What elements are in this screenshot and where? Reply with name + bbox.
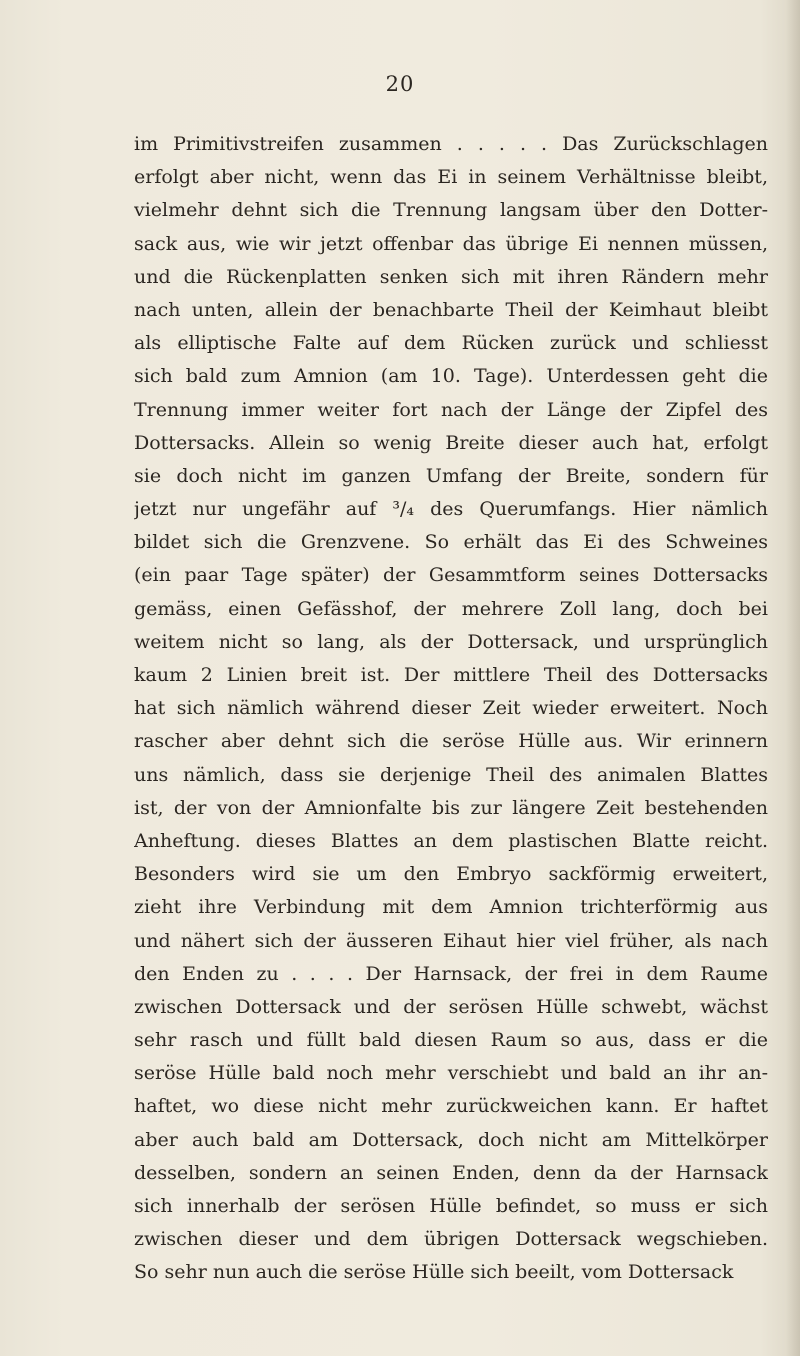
text-line: ist, der von der Amnionfalte bis zur längere Zeit bestehenden (134, 796, 768, 819)
text-line: So sehr nun auch die seröse Hülle sich beeilt, vom Dottersack (134, 1261, 734, 1284)
text-line: im Primitivstreifen zusammen . . . . . Das Zurückschlagen (134, 133, 768, 155)
text-line: weitem nicht so lang, als der Dottersack, und ursprünglich (134, 630, 768, 653)
text-line: nach unten, allein der benachbarte Theil der Keimhaut bleibt (134, 298, 768, 321)
text-line: sie doch nicht im ganzen Umfang der Breite, sondern für (134, 464, 768, 487)
text-line: sich innerhalb der serösen Hülle befindet, so muss er sich (134, 1195, 768, 1217)
text-line: erfolgt aber nicht, wenn das Ei in seinem Verhältnisse bleibt, (134, 166, 768, 189)
text-line: zwischen dieser und dem übrigen Dottersack wegschieben. (134, 1228, 768, 1251)
text-line: und die Rückenplatten senken sich mit ihren Rändern mehr (134, 265, 768, 288)
text-line: Trennung immer weiter fort nach der Länge der Zipfel des (134, 398, 768, 421)
text-line: bildet sich die Grenzvene. So erhält das Ei des Schweines (134, 531, 768, 554)
text-line: hat sich nämlich während dieser Zeit wieder erweitert. Noch (134, 697, 768, 720)
text-line: den Enden zu . . . . Der Harnsack, der frei in dem Raume (134, 962, 768, 985)
text-line: haftet, wo diese nicht mehr zurückweichen kann. Er haftet (134, 1095, 768, 1118)
text-line: (ein paar Tage später) der Gesammtform seines Dottersacks (134, 564, 768, 587)
text-line: kaum 2 Linien breit ist. Der mittlere Theil des Dottersacks (134, 664, 768, 686)
body-text (134, 128, 768, 1290)
page-number: 20 (385, 72, 415, 96)
text-line: uns nämlich, dass sie derjenige Theil des animalen Blattes (134, 763, 768, 786)
text-line: Besonders wird sie um den Embryo sackförmig erweitert, (134, 863, 768, 886)
text-line: sehr rasch und füllt bald diesen Raum so aus, dass er die (134, 1029, 768, 1052)
text-line: zwischen Dottersack und der serösen Hülle schwebt, wächst (134, 995, 768, 1018)
text-line: und nähert sich der äusseren Eihaut hier viel früher, als nach (134, 929, 768, 952)
text-line: jetzt nur ungefähr auf ³/₄ des Querumfangs. Hier nämlich (134, 498, 768, 521)
text-line: vielmehr dehnt sich die Trennung langsam über den Dotter- (134, 199, 768, 222)
text-line: sich bald zum Amnion (am 10. Tage). Unterdessen geht die (134, 365, 768, 388)
text-line: desselben, sondern an seinen Enden, denn da der Harnsack (134, 1161, 768, 1184)
text-line: als elliptische Falte auf dem Rücken zurück und schliesst (134, 332, 768, 355)
text-line: sack aus, wie wir jetzt offenbar das übrige Ei nennen müssen, (134, 232, 768, 255)
text-line: gemäss, einen Gefässhof, der mehrere Zoll lang, doch bei (134, 597, 768, 620)
text-line: zieht ihre Verbindung mit dem Amnion trichterförmig aus (134, 896, 768, 919)
text-line: aber auch bald am Dottersack, doch nicht am Mittelkörper (134, 1128, 768, 1151)
page-edge-shadow (786, 0, 800, 1356)
text-line: seröse Hülle bald noch mehr verschiebt und bald an ihr an- (134, 1062, 768, 1085)
text-line: Anheftung. dieses Blattes an dem plastischen Blatte reicht. (134, 829, 768, 852)
text-line: Dottersacks. Allein so wenig Breite dieser auch hat, erfolgt (134, 431, 768, 454)
text-line: rascher aber dehnt sich die seröse Hülle aus. Wir erinnern (134, 730, 768, 753)
